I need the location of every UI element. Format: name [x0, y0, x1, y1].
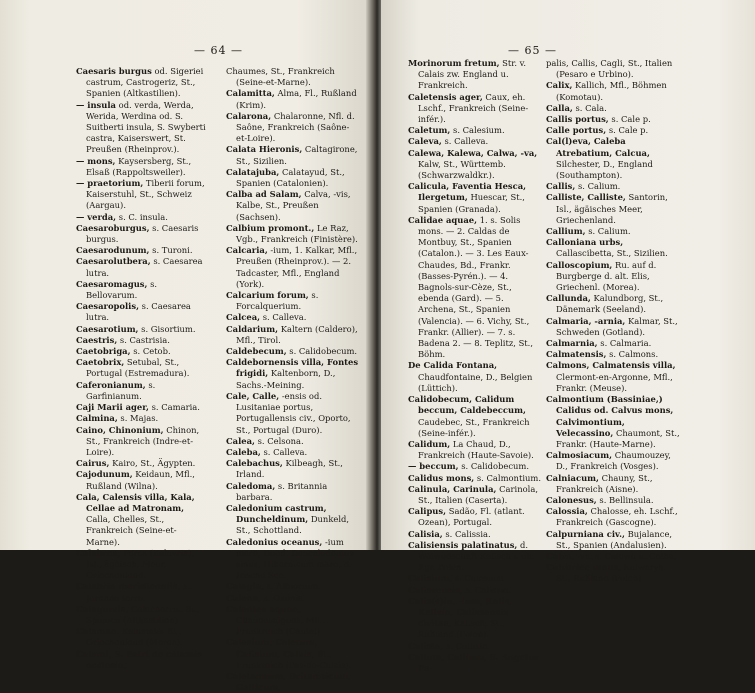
dictionary-entry — [546, 125, 680, 136]
dictionary-entry — [408, 540, 542, 574]
entry-headword: Calatajuba, — [226, 166, 280, 177]
dictionary-entry — [226, 223, 360, 245]
entry-headword: Calbium promont., — [226, 222, 315, 233]
dictionary-entry — [76, 458, 210, 469]
entry-headword: Calmarnia, — [546, 338, 598, 349]
entry-headword: Calarona, — [226, 110, 272, 121]
left-column-2 — [226, 66, 360, 693]
dictionary-entry — [408, 181, 542, 215]
entry-text: s. Garfinianum. — [86, 379, 156, 401]
entry-headword: Caesaropolis, — [76, 301, 139, 312]
entry-text: s. Calidobecum. — [461, 461, 530, 472]
dictionary-entry — [546, 529, 680, 551]
entry-text: Chalaronne, Nfl. d. Saône, Frankreich (Saône-et-Loire). — [236, 110, 355, 144]
entry-headword: Calmons, Calmatensis villa, — [546, 360, 676, 371]
dictionary-entry — [76, 402, 210, 413]
entry-headword: Calix, — [546, 80, 573, 91]
dictionary-entry — [226, 245, 360, 290]
dictionary-entry — [226, 66, 360, 88]
entry-text: La Chaud, D., Frankreich (Haute-Savoie). — [418, 438, 534, 461]
entry-headword: Calba ad Salam, — [226, 189, 302, 200]
entry-headword: Calmontium (Bassiniae,) Calidus od. Calvus mons, Calvimontium, Velecassino, — [546, 394, 674, 438]
dictionary-entry — [408, 573, 542, 584]
entry-headword: Calmina, — [76, 413, 118, 424]
dictionary-entry — [76, 279, 210, 301]
entry-headword: Caldarium, — [226, 323, 279, 334]
entry-text: -va, s. Calewa u. Calba. — [577, 550, 677, 561]
entry-headword: Caetobrix, — [76, 357, 125, 368]
dictionary-entry — [76, 256, 210, 278]
dictionary-entry — [546, 237, 680, 259]
entry-headword: Calinula, Carinula, — [408, 483, 497, 494]
entry-text: Callascibetta, St., Sizilien. — [556, 248, 668, 259]
entry-headword: Calagurris, — [76, 603, 129, 614]
entry-text: Calatayud, St., Spanien (Catalonien). — [236, 166, 345, 189]
entry-headword: Cala, Calensis villa, Kala, Cellae ad Matronam, — [76, 491, 195, 513]
entry-headword: Calena, — [226, 592, 262, 603]
entry-text: s. Calidobecum. — [289, 346, 358, 357]
entry-text: s. Calmaria. — [600, 338, 652, 349]
entry-headword: Calva, — [546, 550, 575, 561]
entry-text: s. Turoni. — [152, 245, 193, 256]
entry-headword: Calisia, — [408, 528, 443, 539]
dictionary-entry — [76, 66, 210, 100]
dictionary-entry — [226, 290, 360, 312]
dictionary-entry — [408, 473, 542, 484]
entry-headword: Caesarodunum, — [76, 245, 150, 256]
entry-headword: Calonesus, — [546, 494, 597, 505]
entry-headword: Calista, — [408, 640, 444, 651]
entry-headword: Caletum, — [408, 125, 451, 136]
entry-headword: Calis(s)ia, -ium, Kalis, Kalisia, Calissensis civitas, — [408, 595, 513, 629]
entry-text: Kalw, St., Württemb. (Schwarzwaldkr.). — [418, 158, 506, 181]
entry-text: od. verda, Werda, Werida, Werdina od. S. Suitberti insula, S. Swyberti castra, Kaiserswert, St. Preußen (Rheinprov.). — [86, 99, 206, 155]
entry-headword: — mons, — [76, 155, 116, 166]
entry-text: Chaudesaigues, Mfl., Frankreich (Cantal). — [236, 614, 326, 637]
dictionary-entry — [408, 148, 542, 182]
entry-text: Keidaun, Mfl., Rußland (Wilna). — [86, 469, 195, 491]
entry-headword: Calebachus, — [226, 458, 283, 469]
entry-headword: Calliste, Calliste, — [546, 192, 626, 203]
dictionary-entry — [76, 223, 210, 245]
dictionary-entry — [76, 604, 210, 626]
dictionary-entry — [226, 111, 360, 145]
dictionary-entry — [546, 58, 680, 80]
entry-text: Kalundborg, St., Dänemark (Seeland). — [556, 293, 664, 315]
entry-headword: Calidus mons, — [408, 472, 475, 483]
entry-headword: Caestris, — [76, 334, 118, 345]
entry-text: Ru. auf d. Burgberge d. alt. Elis, Griechenl. (Morea). — [556, 259, 657, 293]
entry-text: Chaumont, St., Frankr. (Haute-Marne). — [556, 427, 680, 449]
dictionary-entry — [76, 626, 210, 648]
dictionary-entry — [76, 492, 210, 548]
entry-headword: Calidum, — [408, 438, 451, 449]
entry-text: Caudebec, St., Frankreich (Seine-infér.). — [418, 416, 530, 438]
entry-text: s. Calleva. — [444, 136, 489, 147]
entry-headword: Calpurniana civ., — [546, 528, 625, 539]
entry-headword: Calisium, — [408, 573, 453, 584]
dictionary-entry — [546, 394, 680, 450]
entry-headword: Calla, — [546, 102, 573, 113]
entry-headword: Caesaroburgus, — [76, 222, 150, 233]
entry-headword: Caletannum, Britannicum, Gallicum, — [226, 670, 352, 693]
entry-text: s. Calissia. — [465, 584, 511, 595]
entry-headword: Calloscopium, — [546, 259, 613, 270]
entry-text: s. Calium. — [588, 226, 631, 237]
entry-headword: Caferonianum, — [76, 379, 146, 390]
entry-headword: Caesarotium, — [76, 323, 139, 334]
dictionary-entry — [546, 103, 680, 114]
entry-headword: Calegia, — [226, 581, 264, 592]
dictionary-entry — [546, 506, 680, 528]
entry-headword: Callium, — [546, 226, 586, 237]
entry-headword: Calamitta, — [226, 88, 275, 99]
dictionary-entry — [546, 192, 680, 226]
dictionary-entry — [408, 461, 542, 472]
entry-text: s. Gisortium. — [141, 323, 196, 334]
entry-text: s. Castrisia. — [119, 334, 170, 345]
entry-headword: — verda, — [76, 211, 117, 222]
left-page — [0, 0, 372, 693]
entry-text: 1. s. Solis mons. — 2. Caldas de Montbuy, St., Spanien (Catalon.). — 3. Les Eaux-Chaudes, Bd., Frankr. (Basses-Pyrén.). — 4. Bagnols-sur-Cèze, St., ebenda (Gard). — 5. Archena, St., Spanien (Valencia). — 6. Vichy, St., Frankr. (Allier). — 7. s. Badena 2. — 8. Teplitz, St., Böhm. — [418, 214, 533, 360]
entry-text: Kaltern (Caldero), Mfl., Tirol. — [236, 323, 358, 345]
entry-text: Kallich, Mfl., Böhmen (Komotau). — [556, 80, 667, 102]
dictionary-entry — [226, 346, 360, 357]
entry-text: Chaumouzey, D., Frankreich (Vosges). — [556, 450, 671, 472]
entry-text: Bujalance, St., Spanien (Andalusien). — [556, 528, 673, 550]
dictionary-entry — [546, 136, 680, 181]
dictionary-entry — [226, 671, 360, 693]
entry-headword: Calmatensis, — [546, 349, 607, 360]
entry-headword: Calami, S. Petri de calamis ecclesia, — [76, 648, 202, 670]
entry-headword: Callum, Callium, S. Angelus Pa- — [408, 651, 539, 673]
dictionary-entry — [226, 357, 360, 391]
entry-text: Kalisch, St., Rußland (Polen). — [418, 618, 505, 640]
entry-text: Kilbeagh, St., Irland. — [236, 458, 343, 480]
dictionary-entry — [546, 316, 680, 338]
entry-text: Carinola, St., Italien (Caserta). — [418, 483, 538, 505]
dictionary-entry — [408, 506, 542, 528]
dictionary-entry — [408, 585, 542, 596]
dictionary-entry — [226, 447, 360, 458]
entry-headword: — praetorium, — [76, 178, 144, 189]
entry-text: Chaumes, St., Frankreich (Seine-et-Marne). — [226, 66, 335, 88]
entry-headword: Calicula, Faventia Hesca, Ilergetum, — [408, 181, 527, 203]
entry-text: s. Bellovarum. — [86, 278, 158, 301]
entry-headword: Calissensis, — [408, 584, 463, 595]
entry-headword: Calcaria, — [226, 245, 268, 256]
entry-headword: Calvariae mons, — [546, 562, 621, 573]
entry-headword: Calidae aquae, — [408, 214, 478, 225]
dictionary-entry — [546, 551, 680, 562]
dictionary-entry — [546, 495, 680, 506]
entry-headword: Caledonium castrum, Duncheldinum, — [226, 502, 327, 525]
entry-text: s. Cetob. — [133, 346, 171, 357]
dictionary-entry — [226, 593, 360, 604]
entry-headword: Caleva, — [408, 136, 442, 147]
entry-text: s. Calmontium. — [476, 472, 541, 483]
entry-headword: Calle portus, — [546, 125, 607, 136]
entry-text: Sadão, Fl. (atlant. Ozean), Portugal. — [418, 506, 525, 528]
entry-text: s. Cala. — [575, 102, 607, 113]
entry-headword: Calabrea, — [76, 547, 121, 558]
entry-headword: Cajodunum, — [76, 469, 133, 480]
dictionary-entry — [226, 144, 360, 166]
entry-text: s. Jordana terra. — [86, 581, 191, 603]
dictionary-entry — [76, 581, 210, 603]
dictionary-entry — [546, 338, 680, 349]
entry-text: St., Frankreich (Pas-de-Calais). — [236, 648, 352, 670]
entry-text: Dunkeld, St., Schottland. — [236, 514, 350, 536]
dictionary-entry — [408, 136, 542, 147]
entry-text: Calla, Chelles, St., Frankreich (Seine-et-Marne). — [86, 514, 177, 547]
entry-text: s. Calleva. — [262, 312, 307, 323]
entry-text: Calva, -vis, Kalbe, St., Preußen (Sachsen). — [236, 189, 351, 222]
dictionary-entry — [408, 92, 542, 126]
dictionary-entry — [76, 425, 210, 459]
entry-headword: Calea, — [226, 435, 255, 446]
dictionary-entry — [408, 484, 542, 506]
entry-headword: Caledoma, — [226, 480, 276, 491]
dictionary-entry — [546, 360, 680, 394]
entry-text: Calachorris, St., Spanien (Altkastilien). — [86, 603, 200, 625]
entry-text: s. Celsona. — [257, 435, 304, 446]
dictionary-entry — [226, 167, 360, 189]
entry-text: s. Calesium. — [453, 125, 505, 136]
entry-text: s. Caesaris burgus. — [86, 222, 199, 245]
entry-text: -ium, 1. Kalkar, Mfl., Preußen (Rheinprov.). — 2. Tadcaster, Mfl., England (York). — [236, 245, 358, 289]
dictionary-entry — [226, 436, 360, 447]
dictionary-entry — [226, 391, 360, 436]
dictionary-entry — [226, 581, 360, 592]
entry-text: Kalmar, St., Schweden (Gotland). — [556, 315, 678, 337]
dictionary-entry — [408, 215, 542, 361]
dictionary-entry — [76, 100, 210, 156]
right-column-2 — [546, 58, 680, 585]
dictionary-entry — [226, 458, 360, 480]
entry-text: Kalwarya, St., Rußland (Polen). — [556, 562, 667, 584]
dictionary-entry — [408, 58, 542, 92]
entry-text: Clermont-en-Argonne, Mfl., Frankr. (Meuse). — [556, 371, 673, 393]
dictionary-entry — [546, 473, 680, 495]
entry-headword: Calloniana urbs, — [546, 237, 624, 248]
entry-headword: Caesaris burgus — [76, 66, 152, 76]
entry-text: od. Sigeriei castrum, Castrogeriz, St., Spanien (Altkastilien). — [86, 66, 204, 99]
entry-text: s. Calissia. — [445, 528, 491, 539]
entry-text: s. Forcalquerium. — [236, 290, 319, 312]
entry-text: Str. v. Calais zw. England u. Frankreich. — [418, 58, 527, 91]
entry-text: Kaysersberg, St., Elsaß (Rappoltsweiler). — [86, 155, 192, 177]
entry-text: s. Cale p. — [608, 125, 649, 136]
entry-headword: Calentes aquae, — [226, 603, 301, 614]
entry-text: s. Majas. — [120, 413, 159, 424]
dictionary-entry — [546, 80, 680, 102]
entry-headword: Calossia, — [546, 506, 588, 517]
entry-text: Alma, Fl., Rußland (Krim). — [236, 88, 357, 110]
entry-text: s. Britannia barbara. — [236, 480, 328, 502]
dictionary-entry — [76, 178, 210, 212]
dictionary-entry — [226, 312, 360, 323]
entry-text: palis, Callis, Cagli, St., Italien (Pesaro e Urbino). — [546, 58, 673, 80]
right-page — [381, 0, 755, 673]
entry-text: s. Cale p. — [611, 114, 651, 125]
entry-text: Kaltenborn, D., Sachs.-Meining. — [236, 368, 336, 390]
entry-text: Chalosse, eh. Lschf., Frankreich (Gascogne). — [556, 506, 678, 528]
dictionary-entry — [76, 301, 210, 323]
entry-headword: Cal(l)eva, Caleba Atrebatium, Calcua, — [546, 136, 650, 158]
entry-text: Chinon, St., Frankreich (Indre-et-Loire). — [86, 424, 200, 457]
entry-headword: Caletensis ager, — [408, 91, 483, 102]
dictionary-entry — [408, 652, 542, 674]
dictionary-entry — [226, 481, 360, 503]
left-page-number: — 64 — — [194, 44, 243, 57]
entry-text: s. Calliste. — [446, 640, 491, 651]
entry-text: Huescar, St., Spanien (Granada). — [418, 192, 525, 214]
entry-text: s. C. insula. — [118, 211, 168, 222]
entry-headword: Cairus, — [76, 458, 110, 469]
entry-headword: Calidobecum, Calidum beccum, Caldebeccum, — [408, 394, 526, 416]
dictionary-entry — [76, 469, 210, 491]
entry-headword: Calcarium forum, — [226, 290, 309, 301]
entry-text: s. Calmons. — [609, 349, 659, 360]
entry-headword: Caledonius oceanus, — [226, 536, 323, 547]
entry-headword: Callis portus, — [546, 114, 609, 125]
entry-headword: Calcea, — [226, 312, 261, 323]
entry-headword: Morinorum fretum, — [408, 58, 500, 68]
entry-text: s. Camaria. — [151, 402, 200, 413]
dictionary-entry — [546, 349, 680, 360]
entry-text: s. Calesium. — [454, 573, 507, 584]
dictionary-entry — [76, 156, 210, 178]
dictionary-entry — [408, 439, 542, 461]
entry-headword: De Calida Fontana, — [408, 360, 498, 371]
entry-headword: Callis, — [546, 181, 576, 192]
dictionary-entry — [76, 335, 210, 346]
dictionary-entry — [408, 641, 542, 652]
dictionary-entry — [226, 324, 360, 346]
dictionary-entry — [76, 324, 210, 335]
dictionary-entry — [226, 537, 360, 582]
entry-text: Chaudfontaine, D., Belgien (Lüttich). — [418, 371, 533, 393]
entry-headword: Calabria meridionalis, — [76, 581, 181, 592]
entry-headword: Caesaromagus, — [76, 278, 148, 289]
dictionary-entry — [76, 380, 210, 402]
entry-headword: Caino, Chinonium, — [76, 424, 164, 435]
entry-text: s. Bellinsula. — [599, 494, 654, 505]
dictionary-entry — [546, 293, 680, 315]
entry-headword: Caetobriga, — [76, 346, 131, 357]
dictionary-entry — [76, 245, 210, 256]
dictionary-entry — [546, 114, 680, 125]
dictionary-entry — [226, 604, 360, 638]
dictionary-entry — [546, 562, 680, 584]
entry-text: -ium mare, Duod. Deucaledonius sinus, Hibernicum mare, d. Irische See. — [236, 536, 354, 581]
entry-text: Silchester, D., England (Southampton). — [556, 158, 653, 181]
dictionary-entry — [76, 212, 210, 223]
entry-text: Le Raz, Vgb., Frankreich (Finistère). — [236, 222, 358, 245]
dictionary-entry — [546, 181, 680, 192]
entry-text: Tiberii forum, Kaiserstuhl, St., Schweiz (Aargau). — [86, 178, 205, 211]
entry-headword: Caleba, — [226, 446, 261, 457]
entry-headword: Calesium, Caletum, Calisium, Calais, — [226, 637, 318, 659]
entry-headword: Caldebecum, — [226, 346, 287, 357]
entry-text: Caux, eh. Lschf., Frankreich (Seine-infér.). — [418, 91, 529, 125]
entry-text: -ensis od. Lusitaniae portus, Portugallensis civ., Oporto, St., Portugal (Duro). — [236, 390, 351, 435]
entry-headword: Calipus, — [408, 506, 447, 517]
dictionary-entry — [408, 394, 542, 439]
right-page-number: — 65 — — [508, 44, 557, 57]
entry-headword: Caesarolutbera, — [76, 256, 151, 267]
entry-text: s. Calium. — [577, 181, 621, 192]
left-column-1 — [76, 66, 210, 671]
dictionary-entry — [226, 88, 360, 110]
dictionary-entry — [546, 450, 680, 472]
entry-headword: Calewa, Kalewa, Calwa, -va, — [408, 147, 538, 158]
dictionary-entry — [408, 360, 542, 394]
dictionary-entry — [76, 413, 210, 424]
entry-headword: Calmosiacum, — [546, 450, 613, 461]
dictionary-entry — [408, 125, 542, 136]
dictionary-entry — [76, 649, 210, 671]
entry-text: s. Caesarea lutra. — [86, 256, 203, 278]
dictionary-entry — [76, 357, 210, 379]
entry-text: Poros (Kalavria), Isl., ägäisch. Meer, Griechenland. — [86, 547, 195, 581]
entry-headword: Calata Hieronis, — [226, 144, 303, 155]
entry-text: Caltagirone, St., Sizilien. — [236, 144, 358, 166]
dictionary-entry — [226, 189, 360, 223]
entry-headword: — beccum, — [408, 461, 459, 472]
dictionary-entry — [546, 226, 680, 237]
dictionary-entry — [408, 529, 542, 540]
entry-text: Setubal, St., Portugal (Estremadura). — [86, 357, 190, 379]
entry-headword: Cale, Calle, — [226, 390, 280, 401]
dictionary-entry — [408, 596, 542, 641]
entry-text: d. Woiwodschaft Kalisch i. eh. Kgr. Polen. — [418, 539, 535, 573]
entry-text: s. Caesarea lutra. — [86, 301, 191, 323]
dictionary-entry — [76, 346, 210, 357]
dictionary-entry — [76, 548, 210, 582]
entry-headword: Calmaria, -arnia, — [546, 315, 626, 326]
right-column-1 — [408, 58, 542, 674]
entry-headword: — insula — [76, 99, 116, 110]
entry-headword: Calisiensis palatinatus, — [408, 539, 518, 550]
dictionary-entry — [226, 503, 360, 537]
entry-text: s. Calleva. — [263, 446, 308, 457]
entry-headword: Caldebornensis villa, Fontes frigidi, — [226, 357, 359, 379]
entry-text: Chauny, St., Frankreich (Aisne). — [556, 472, 653, 494]
entry-headword: Callunda, — [546, 293, 591, 304]
dictionary-entry — [546, 260, 680, 294]
entry-text: Kairo, St., Ägypten. — [112, 458, 196, 469]
entry-text: Santorin, Isl., ägäisches Meer, Griechenland. — [556, 192, 668, 225]
entry-headword: Caji Marii ager, — [76, 402, 149, 413]
dictionary-entry — [226, 637, 360, 671]
entry-headword: Calamae, — [76, 626, 120, 637]
entry-headword: Calniacum, — [546, 472, 599, 483]
entry-text: s. Albiorium. — [266, 581, 321, 592]
entry-text: s. Oxonia. — [263, 592, 306, 603]
entry-text: Kalamata, St., Griechenland (Morea). — [86, 626, 183, 648]
